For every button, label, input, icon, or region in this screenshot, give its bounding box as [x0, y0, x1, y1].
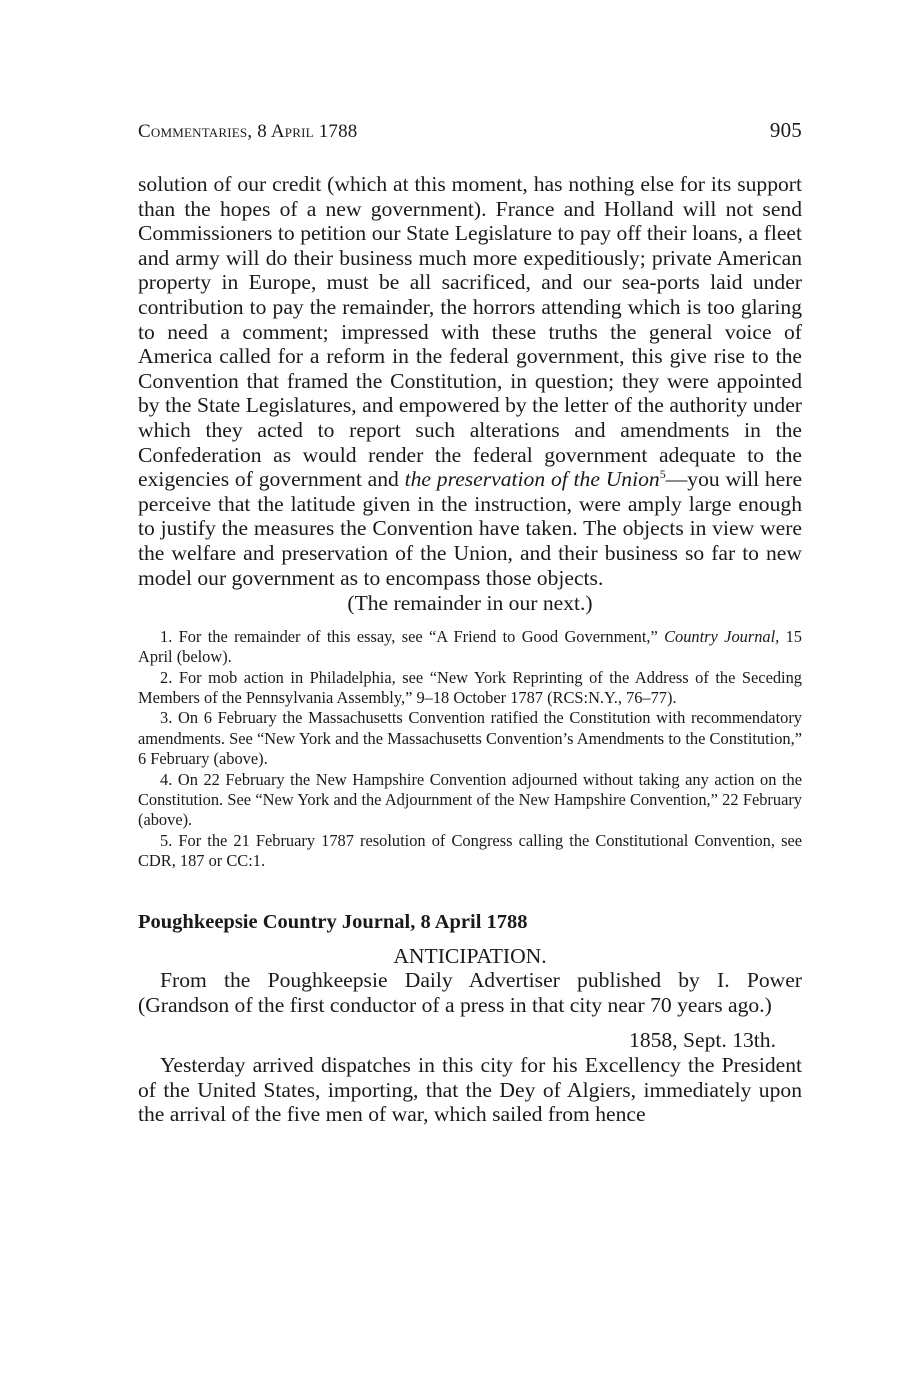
- footnotes: [138, 627, 802, 872]
- essay-italic-phrase: the preservation of the Union: [404, 467, 660, 492]
- essay-text-a: solution of our credit (which at this moment, has nothing else for its support than the hopes of a new government). France and Holland will not send Commissioners to petition our State Legislature to pay off their loans, a fleet and army will do their business much more expeditiously; private American property in Europe, must be all sacrificed, and our sea-ports laid under contribution to pay the remainder, the horrors attending which is too glaring to need a comment; impressed with these truths the general voice of America called for a reform in the federal government, this give rise to the Convention that framed the Constitution, in question; they were appointed by the State Legislatures, and empowered by the letter of the authority under which they acted to report such alterations and amendments in the Confederation as would render the federal government adequate to the exigencies of government and: [138, 172, 802, 492]
- article-title: ANTICIPATION.: [393, 943, 547, 968]
- page-number: 905: [769, 118, 802, 142]
- footnote-ref-5: 5: [659, 466, 666, 481]
- article-paragraph: Yesterday arrived dispatches in this city for his Excellency the President of the United States, importing, that the Dey of Algiers, immediately upon the arrival of the five men of war, which sailed from hence: [138, 1052, 802, 1127]
- running-header: [138, 118, 802, 152]
- footnote-1: [138, 627, 802, 668]
- footnote-1-text-a: 1. For the remainder of this essay, see “A Friend to Good Government,”: [160, 626, 665, 646]
- section-heading: Poughkeepsie Country Journal, 8 April 1788: [138, 910, 528, 933]
- article-dateline: 1858, Sept. 13th.: [629, 1028, 776, 1053]
- essay-text-b: —you will here perceive that the latitude given in the instruction, were amply large enough to justify the measures the Convention have taken. The objects in view were the welfare and preservation of the Union, and their business so far to new model our government as to encompass those objects.: [138, 467, 803, 590]
- essay-paragraph: [138, 172, 802, 590]
- essay-body: [138, 172, 802, 590]
- footnote-3: 3. On 6 February the Massachusetts Convention ratified the Constitution with recommendatory amendments. See “New York and the Massachusetts Convention’s Amendments to the Constitution,” 6 February (above).: [138, 708, 802, 769]
- footnote-2: 2. For mob action in Philadelphia, see “New York Reprinting of the Address of the Seceding Members of the Pennsylvania Assembly,” 9–18 October 1787 (RCS:N.Y., 76–77).: [138, 667, 802, 707]
- footnote-1-italic: Country Journal,: [664, 626, 780, 646]
- continued-note: (The remainder in our next.): [347, 591, 593, 616]
- running-title: Commentaries, 8 April 1788: [138, 121, 358, 142]
- article-body: [138, 968, 802, 1127]
- footnote-4: 4. On 22 February the New Hampshire Convention adjourned without taking any action on the Constitution. See “New York and the Adjournment of the New Hampshire Convention,” 22 February (above).: [138, 769, 802, 830]
- footnote-5: 5. For the 21 February 1787 resolution of Congress calling the Constitutional Convention, see CDR, 187 or CC:1.: [138, 830, 802, 871]
- article-intro: From the Poughkeepsie Daily Advertiser published by I. Power (Grandson of the first conductor of a press in that city near 70 years ago.): [138, 968, 802, 1017]
- footnote-1-text-b: 15 April (below).: [138, 626, 802, 667]
- book-page: [138, 118, 802, 1127]
